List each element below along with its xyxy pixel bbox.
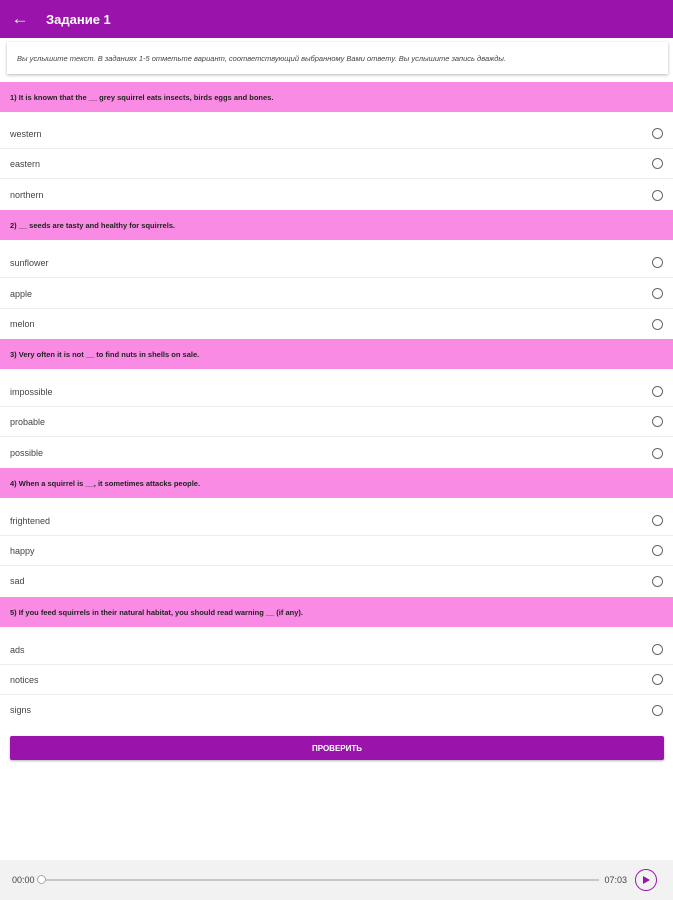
option-label: signs [10,705,32,715]
radio-button[interactable] [652,644,663,655]
option-apple[interactable] [0,279,673,309]
option-sad[interactable] [0,566,673,596]
question-text: 3) Very often it is not __ to find nuts in shells on sale. [10,349,200,359]
option-label: eastern [10,158,41,169]
question-text: 4) When a squirrel is __, it sometimes attacks people. [10,478,201,488]
option-sunflower[interactable] [0,248,673,278]
check-button[interactable]: ПРОВЕРИТЬ [10,736,664,760]
radio-button[interactable] [652,319,663,330]
page-title: Задание 1 [46,11,111,27]
question-4-header [0,468,673,498]
option-impossible[interactable] [0,377,673,407]
option-label: sad [10,576,25,586]
question-text: 5) If you feed squirrels in their natural habitat, you should read warning __ (if any). [10,607,303,617]
option-signs[interactable] [0,695,673,725]
option-notices[interactable] [0,665,673,695]
option-ads[interactable] [0,635,673,665]
radio-button[interactable] [652,158,663,169]
question-2-header [0,210,673,240]
instructions-text: Вы услышите текст. В заданиях 1-5 отметьте вариант, соответствующий выбранному Вами ответу. Вы услышите запись дважды. [17,53,507,63]
radio-button[interactable] [652,448,663,459]
play-icon[interactable] [635,869,657,891]
option-frightened[interactable] [0,506,673,536]
option-label: possible [10,448,44,458]
question-text: 1) It is known that the __ grey squirrel eats insects, birds eggs and bones. [10,92,274,102]
option-happy[interactable] [0,536,673,566]
radio-button[interactable] [652,545,663,556]
question-1-header [0,82,673,112]
option-label: ads [10,644,25,655]
option-possible[interactable] [0,438,673,468]
total-time: 07:03 [604,875,628,885]
current-time: 00:00 [12,875,35,885]
radio-button[interactable] [652,190,663,201]
option-label: western [10,128,42,139]
radio-button[interactable] [652,128,663,139]
radio-button[interactable] [652,576,663,587]
option-western[interactable] [0,119,673,149]
seek-bar[interactable] [41,879,599,881]
radio-button[interactable] [652,515,663,526]
radio-button[interactable] [652,257,663,268]
option-label: frightened [10,515,51,526]
radio-button[interactable] [652,674,663,685]
audio-player [0,860,673,900]
option-label: impossible [10,386,53,397]
radio-button[interactable] [652,386,663,397]
option-label: happy [10,545,35,556]
question-3-header [0,339,673,369]
option-eastern[interactable] [0,149,673,179]
option-label: sunflower [10,257,49,268]
option-label: notices [10,674,39,685]
radio-button[interactable] [652,705,663,716]
option-northern[interactable] [0,180,673,210]
option-label: melon [10,319,35,329]
radio-button[interactable] [652,288,663,299]
option-probable[interactable] [0,407,673,437]
option-melon[interactable] [0,309,673,339]
question-5-header [0,597,673,627]
seek-thumb[interactable] [37,875,46,884]
option-label: northern [10,190,44,200]
back-arrow-icon[interactable]: ← [11,9,29,28]
instructions-card [7,42,668,74]
app-bar [0,0,673,38]
option-label: probable [10,416,46,427]
option-label: apple [10,288,33,299]
radio-button[interactable] [652,416,663,427]
question-text: 2) __ seeds are tasty and healthy for squirrels. [10,220,176,230]
